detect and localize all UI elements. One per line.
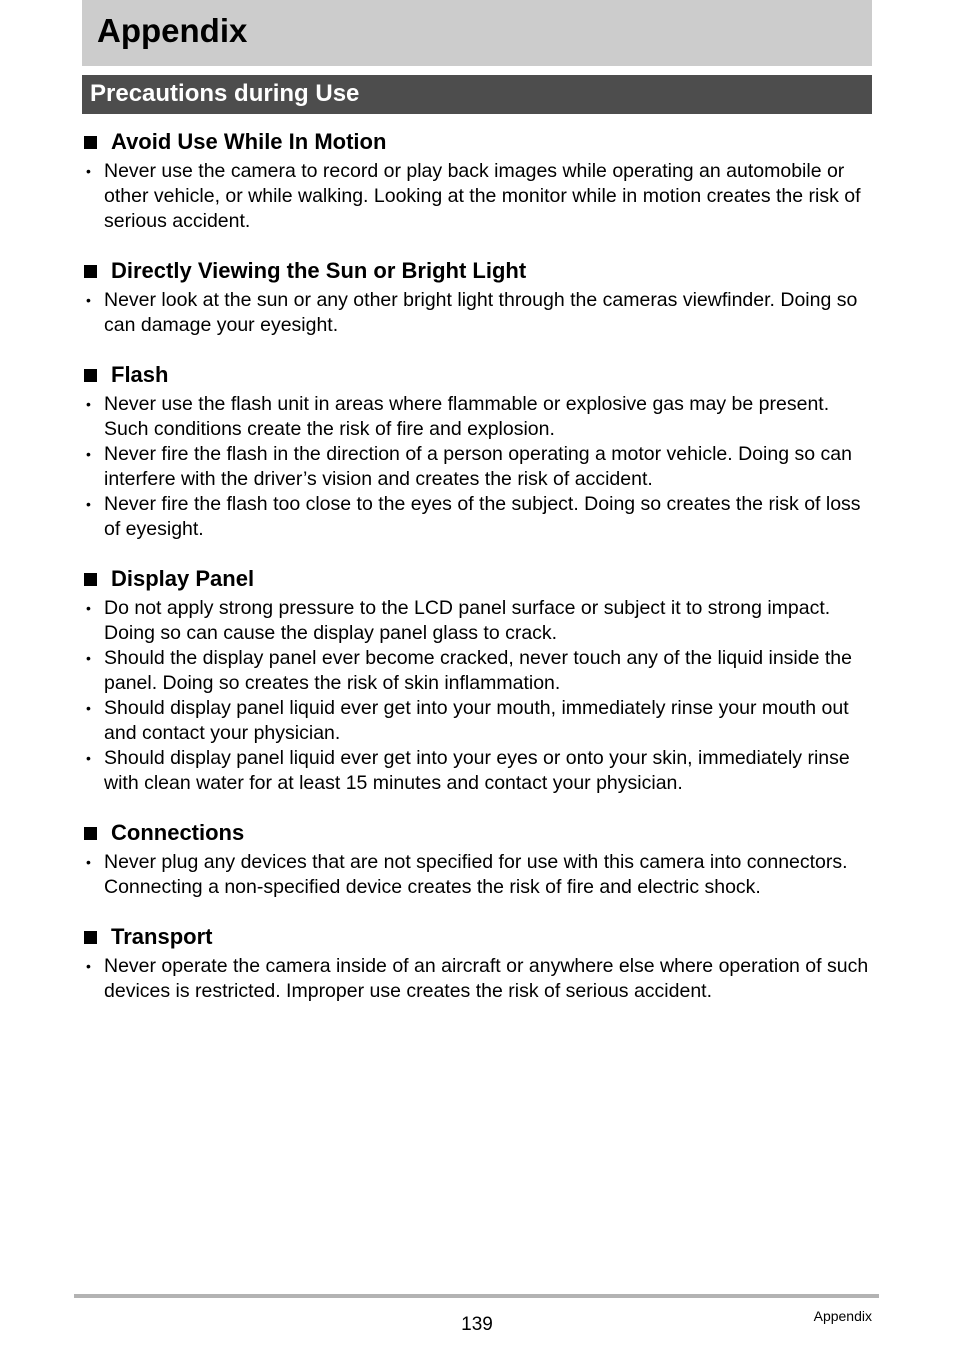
list-item-text: Should display panel liquid ever get into your mouth, immediately rinse your mouth out and contact your physician.	[104, 697, 849, 744]
footer-section-label: Appendix	[813, 1308, 872, 1324]
bullet-icon: •	[86, 446, 91, 462]
bullet-icon: •	[86, 600, 91, 616]
page-number: 139	[461, 1314, 493, 1335]
subsection-display-panel	[84, 564, 874, 796]
subsection-transport	[84, 922, 874, 1004]
square-bullet-icon	[84, 931, 97, 944]
subsection-heading-text: Transport	[111, 924, 213, 949]
bullet-icon: •	[86, 163, 91, 179]
list-item-text: Never look at the sun or any other bright light through the cameras viewfinder. Doing so can damage your eyesight.	[104, 289, 858, 336]
subsection-avoid-motion	[84, 127, 874, 234]
bullet-icon: •	[86, 650, 91, 666]
list-item	[84, 850, 874, 900]
list-item-text: Never fire the flash in the direction of a person operating a motor vehicle. Doing so can interfere with the driver’s vision and creates the risk of accident.	[104, 443, 852, 490]
precaution-list	[84, 850, 874, 900]
bullet-icon: •	[86, 496, 91, 512]
bullet-icon: •	[86, 750, 91, 766]
list-item-text: Should display panel liquid ever get into your eyes or onto your skin, immediately rinse with clean water for at least 15 minutes and contact your physician.	[104, 747, 850, 794]
subsection-heading-text: Display Panel	[111, 566, 255, 591]
list-item	[84, 696, 874, 746]
list-item-text: Never plug any devices that are not specified for use with this camera into connectors. Connecting a non-specified device creates the risk of fire and electric shock.	[104, 851, 848, 898]
subsection-sun-light	[84, 256, 874, 338]
list-item-text: Never use the flash unit in areas where flammable or explosive gas may be present. Such conditions create the risk of fire and explosion.	[104, 393, 830, 440]
list-item-text: Never operate the camera inside of an aircraft or anywhere else where operation of such devices is restricted. Improper use creates the risk of serious accident.	[104, 955, 869, 1002]
square-bullet-icon	[84, 827, 97, 840]
list-item	[84, 159, 874, 234]
subsection-heading	[84, 127, 874, 157]
precaution-list	[84, 392, 874, 542]
chapter-header	[82, 0, 872, 66]
list-item-text: Should the display panel ever become cracked, never touch any of the liquid inside the panel. Doing so creates the risk of skin inflammation.	[104, 647, 852, 694]
page-content	[84, 127, 874, 1026]
list-item	[84, 596, 874, 646]
list-item	[84, 646, 874, 696]
bullet-icon: •	[86, 958, 91, 974]
subsection-heading	[84, 922, 874, 952]
footer-divider	[74, 1294, 879, 1298]
subsection-heading	[84, 564, 874, 594]
precaution-list	[84, 159, 874, 234]
list-item	[84, 392, 874, 442]
subsection-heading	[84, 818, 874, 848]
section-title: Precautions during Use	[90, 80, 360, 107]
list-item	[84, 954, 874, 1004]
list-item	[84, 746, 874, 796]
list-item	[84, 288, 874, 338]
bullet-icon: •	[86, 396, 91, 412]
bullet-icon: •	[86, 292, 91, 308]
precaution-list	[84, 954, 874, 1004]
subsection-heading-text: Flash	[111, 362, 169, 387]
list-item-text: Never fire the flash too close to the eyes of the subject. Doing so creates the risk of loss of eyesight.	[104, 493, 861, 540]
bullet-icon: •	[86, 700, 91, 716]
subsection-heading	[84, 256, 874, 286]
subsection-flash	[84, 360, 874, 542]
subsection-heading	[84, 360, 874, 390]
subsection-heading-text: Directly Viewing the Sun or Bright Light	[111, 258, 527, 283]
subsection-heading-text: Connections	[111, 820, 245, 845]
subsection-heading-text: Avoid Use While In Motion	[111, 129, 387, 154]
list-item-text: Do not apply strong pressure to the LCD panel surface or subject it to strong impact. Doing so can cause the display panel glass to crack.	[104, 597, 831, 644]
list-item	[84, 492, 874, 542]
chapter-title: Appendix	[97, 12, 248, 49]
section-header	[82, 75, 872, 114]
square-bullet-icon	[84, 369, 97, 382]
square-bullet-icon	[84, 136, 97, 149]
precaution-list	[84, 596, 874, 796]
square-bullet-icon	[84, 573, 97, 586]
subsection-connections	[84, 818, 874, 900]
list-item-text: Never use the camera to record or play back images while operating an automobile or other vehicle, or while walking. Looking at the monitor while in motion creates the risk of serious accident.	[104, 160, 861, 232]
precaution-list	[84, 288, 874, 338]
bullet-icon: •	[86, 854, 91, 870]
list-item	[84, 442, 874, 492]
square-bullet-icon	[84, 265, 97, 278]
